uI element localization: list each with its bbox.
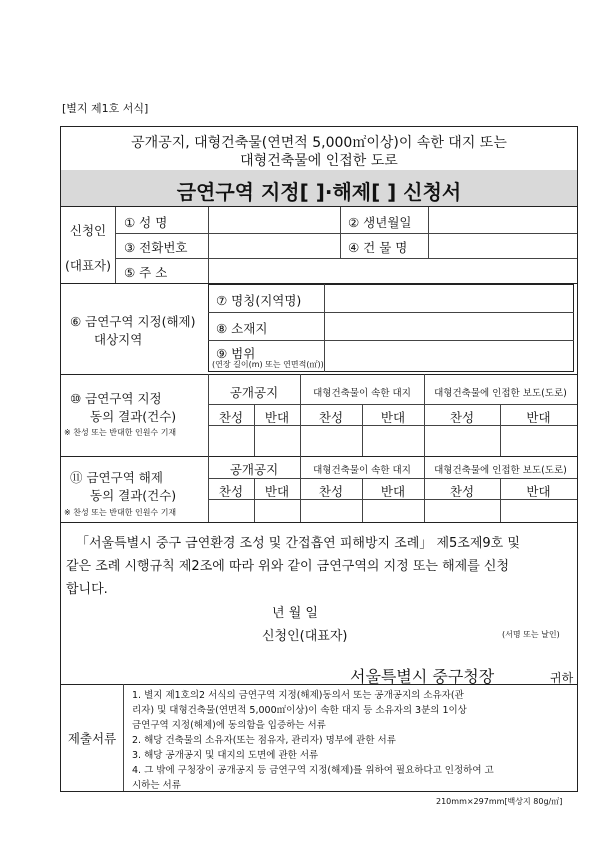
release-col-public-space: 공개공지 — [229, 462, 279, 477]
designate-no-2-field[interactable] — [363, 426, 423, 455]
birthdate-label: ② 생년월일 — [348, 215, 412, 230]
release-yes-1: 찬성 — [218, 484, 244, 499]
recipient: 서울특별시 중구청장 — [350, 667, 495, 686]
document-item-4: 4. 그 밖에 구청장이 공개공지 등 금연구역 지정(해제)를 위하여 필요하다고 인정하여 고 — [132, 765, 494, 776]
document-item-1: 1. 별지 제1호의2 서식의 금연구역 지정(해제)동의서 또는 공개공지의 소유자(관 — [132, 690, 464, 701]
location-field[interactable] — [326, 314, 572, 339]
address-field[interactable] — [210, 259, 575, 282]
birthdate-field[interactable] — [430, 208, 575, 232]
designate-yes-1: 찬성 — [218, 410, 244, 425]
release-result-label: ⑪ 금연구역 해제 — [70, 470, 163, 485]
release-yes-3: 찬성 — [449, 484, 475, 499]
release-no-3: 반대 — [526, 484, 551, 499]
release-yes-2: 찬성 — [318, 484, 344, 499]
declaration-line1: 「서울특별시 중구 금연환경 조성 및 간접흡연 피해방지 조례」 제5조제9호 및 — [76, 536, 520, 551]
name-label: ① 성 명 — [124, 215, 168, 230]
designate-no-3-field[interactable] — [501, 426, 576, 455]
release-yes-1-field[interactable] — [209, 500, 253, 521]
target-area-label: ⑥ 금연구역 지정(해제) — [70, 314, 196, 329]
range-label: ⑨ 범위 — [216, 346, 256, 361]
building-name-label: ④ 건 물 명 — [348, 240, 408, 255]
release-yes-3-field[interactable] — [425, 500, 499, 521]
document-item-4-cont: 시하는 서류 — [132, 780, 181, 791]
release-col-sidewalk: 대형건축물에 인접한 보도(도로) — [434, 465, 567, 476]
declaration-line2: 같은 조례 시행규칙 제2조에 따라 위와 같이 금연구역의 지정 또는 해제를 신청 — [66, 559, 510, 574]
documents-label: 제출서류 — [67, 731, 117, 746]
designate-no-3: 반대 — [526, 410, 551, 425]
designate-note: ※ 찬성 또는 반대한 인원수 기재 — [64, 428, 177, 437]
recipient-suffix: 귀하 — [550, 671, 574, 685]
area-name-label: ⑦ 명칭(지역명) — [216, 293, 302, 308]
designate-col-sidewalk: 대형건축물에 인접한 보도(도로) — [434, 388, 567, 399]
range-sub-label: (연장 길이(m) 또는 연면적(㎡)) — [212, 360, 324, 369]
document-item-2: 2. 해당 건축물의 소유자(또는 점유자, 관리자) 명부에 관한 서류 — [132, 735, 396, 746]
release-note: ※ 찬성 또는 반대한 인원수 기재 — [64, 508, 177, 517]
declaration-line3: 합니다. — [66, 582, 108, 597]
building-name-field[interactable] — [430, 234, 575, 257]
phone-field[interactable] — [210, 234, 338, 257]
designate-col-site: 대형건축물이 속한 대지 — [313, 388, 411, 399]
subtitle-line1: 공개공지, 대형건축물(연면적 5,000㎡이상)이 속한 대지 또는 — [131, 135, 507, 151]
designate-no-2: 반대 — [380, 410, 406, 425]
designate-yes-1-field[interactable] — [209, 426, 253, 455]
phone-label: ③ 전화번호 — [124, 240, 188, 255]
release-result-label2: 동의 결과(건수) — [90, 488, 177, 503]
location-label: ⑧ 소재지 — [216, 321, 268, 336]
designate-yes-2: 찬성 — [318, 410, 344, 425]
subtitle-line2: 대형건축물에 인접한 도로 — [240, 153, 398, 169]
release-no-2: 반대 — [380, 484, 406, 499]
designate-result-label: ⑩ 금연구역 지정 — [70, 391, 162, 406]
target-area-label2: 대상지역 — [94, 332, 143, 347]
address-label: ⑤ 주 소 — [124, 265, 168, 280]
document-item-1-cont: 리자) 및 대형건축물(연면적 5,000㎡이상)이 속한 대지 등 소유자의 3분의 1이상 — [132, 705, 467, 716]
release-no-3-field[interactable] — [501, 500, 576, 521]
designate-yes-3-field[interactable] — [425, 426, 499, 455]
designate-no-1: 반대 — [264, 410, 290, 425]
release-col-site: 대형건축물이 속한 대지 — [313, 465, 411, 476]
designate-yes-3: 찬성 — [449, 410, 475, 425]
date-line: 년 월 일 — [272, 606, 318, 621]
release-yes-2-field[interactable] — [301, 500, 361, 521]
applicant-label: 신청인 — [69, 223, 107, 238]
name-field[interactable] — [210, 208, 338, 232]
page-title: 금연구역 지정[ ]·해제[ ] 신청서 — [176, 180, 462, 204]
release-no-2-field[interactable] — [363, 500, 423, 521]
designate-result-label2: 동의 결과(건수) — [90, 409, 177, 424]
release-no-1: 반대 — [264, 484, 290, 499]
designate-col-public-space: 공개공지 — [229, 385, 279, 400]
release-no-1-field[interactable] — [255, 500, 299, 521]
range-field[interactable] — [326, 342, 572, 370]
designate-yes-2-field[interactable] — [301, 426, 361, 455]
signer-label: 신청인(대표자) — [262, 629, 348, 644]
area-name-field[interactable] — [326, 286, 572, 311]
signer-note: (서명 또는 날인) — [502, 630, 560, 639]
document-item-1-cont2: 금연구역 지정(해제)에 동의함을 입증하는 서류 — [132, 720, 326, 731]
form-label: [별지 제1호 서식] — [62, 102, 149, 115]
designate-no-1-field[interactable] — [255, 426, 299, 455]
document-item-3: 3. 해당 공개공지 및 대지의 도면에 관한 서류 — [132, 750, 319, 761]
paper-spec: 210mm×297mm[백상지 80g/㎡] — [436, 797, 563, 806]
applicant-label-sub: (대표자) — [65, 258, 111, 273]
